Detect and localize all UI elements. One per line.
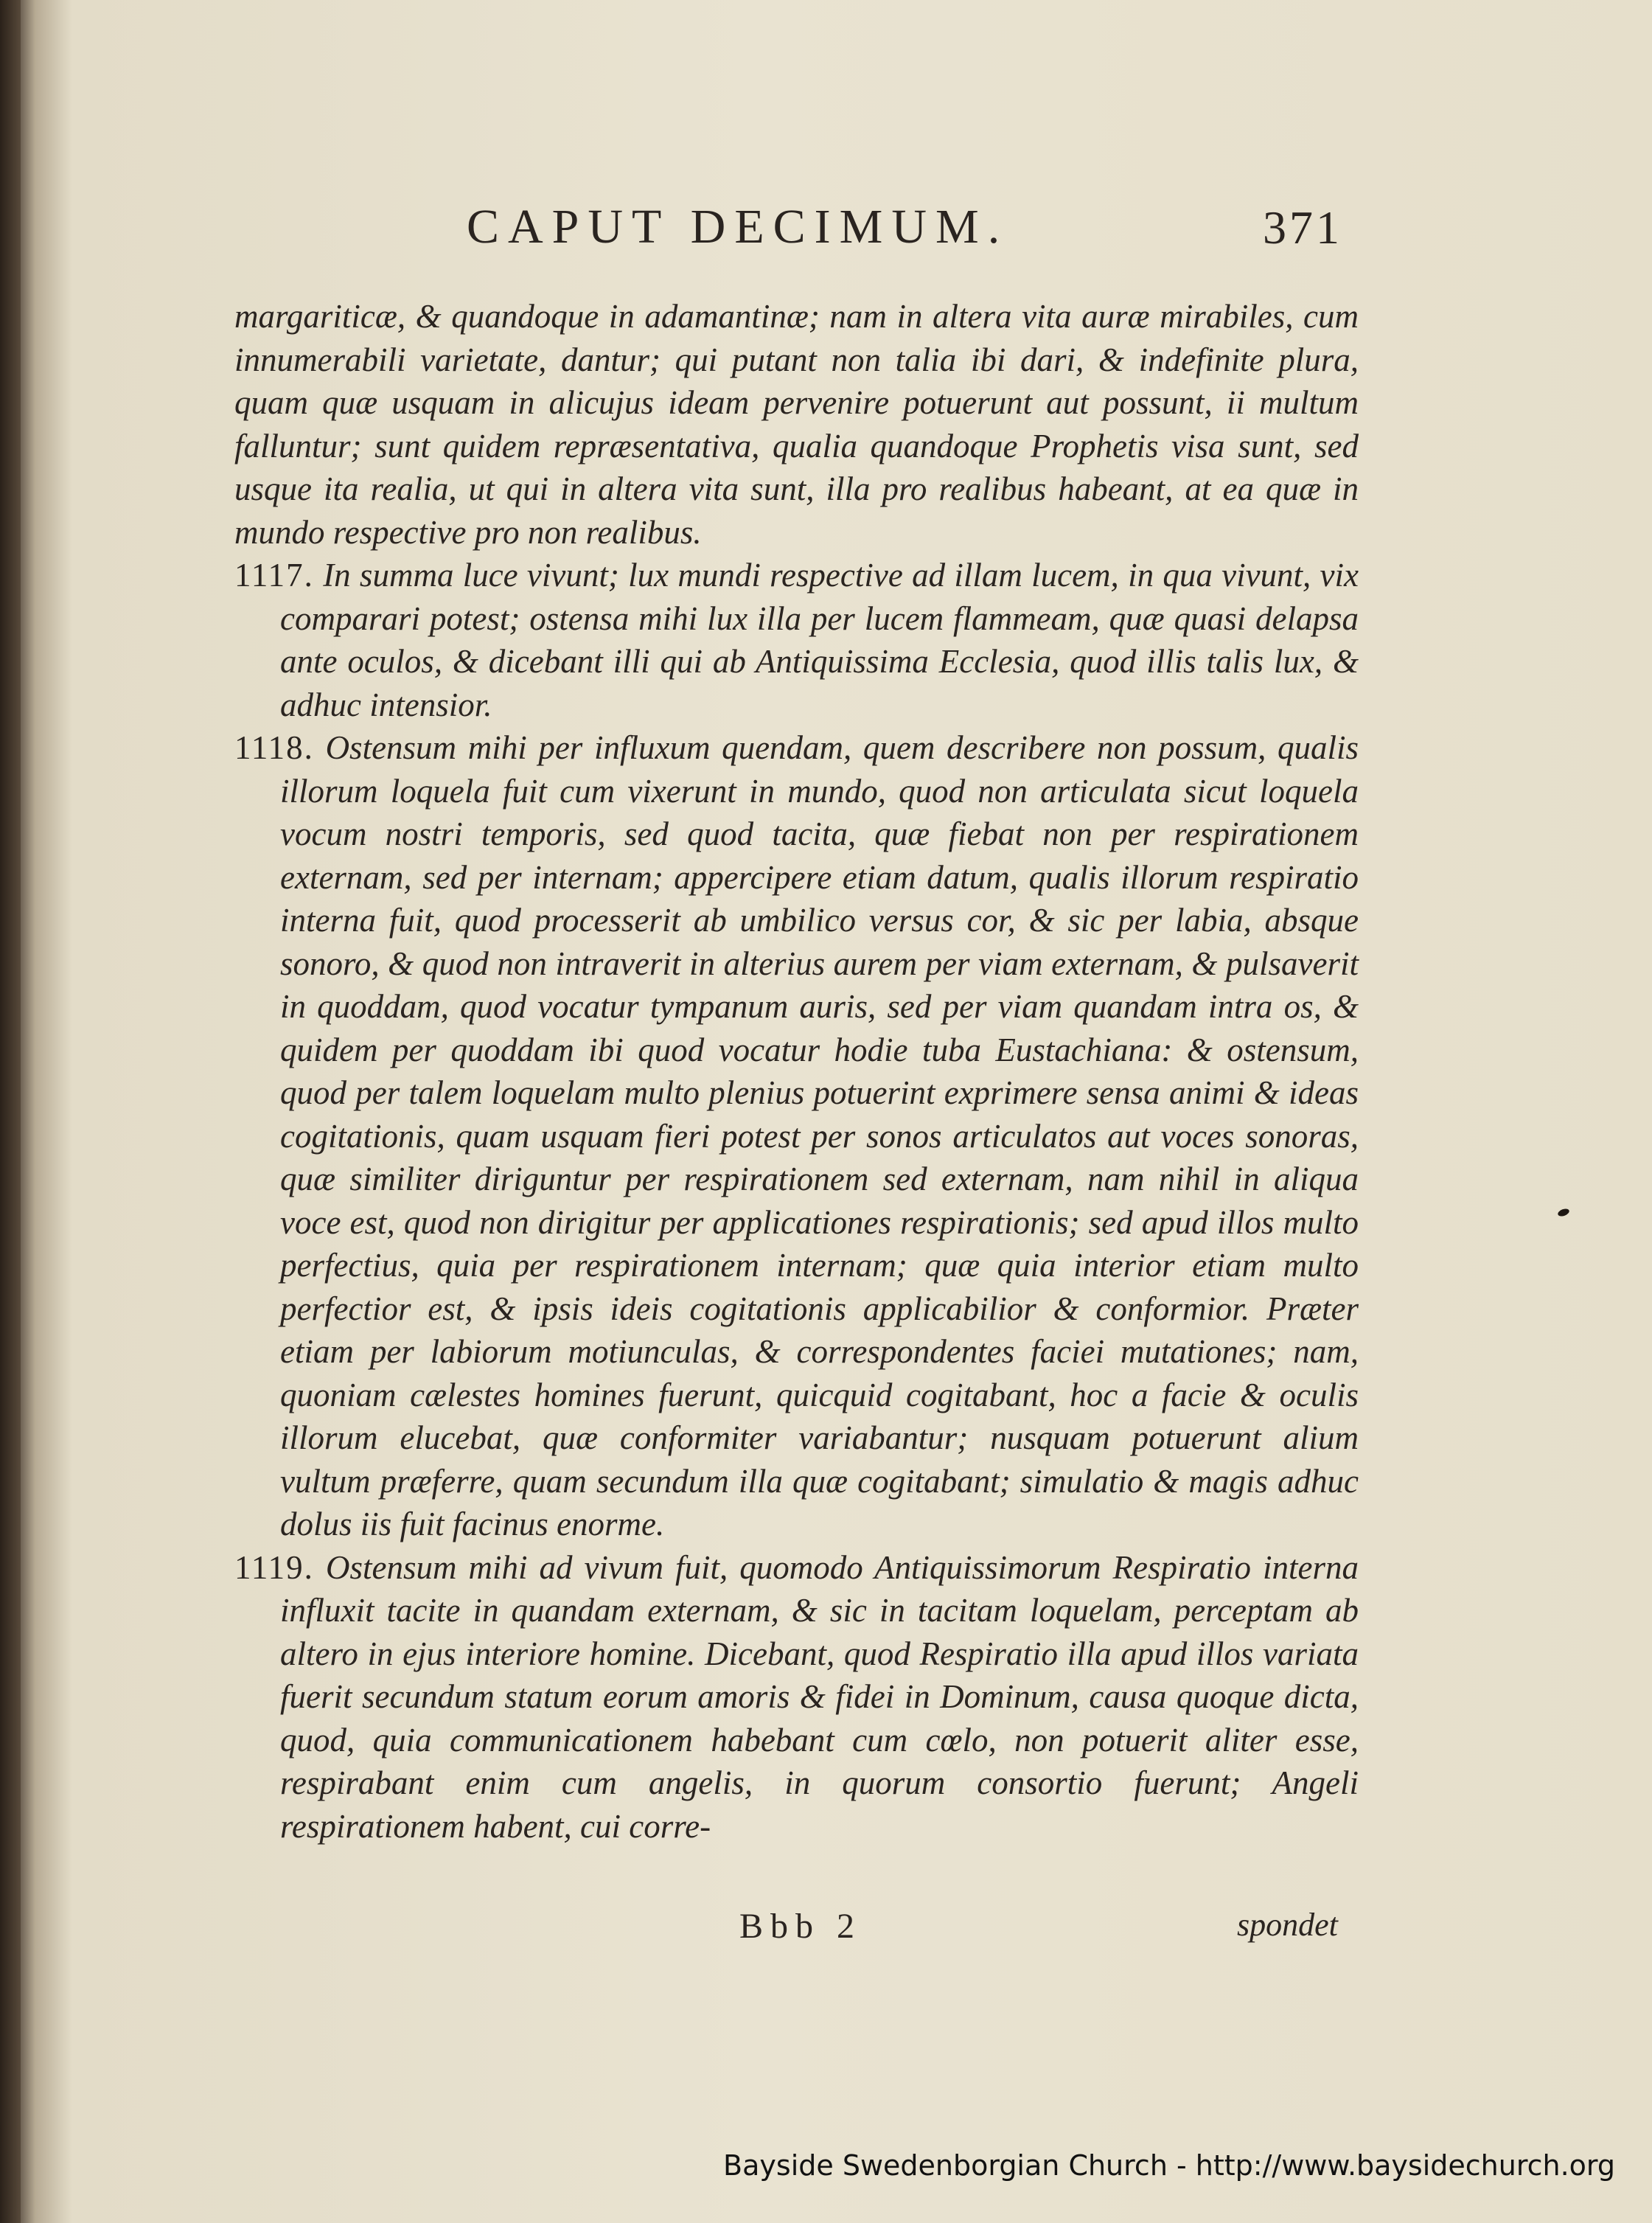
paragraph-text: margariticæ, & quandoque in adamantinæ; nam in altera vita auræ mirabiles, cum innumerabili varietate, dantur; qui putant non talia ibi dari, & indefinite plura, quam quæ usquam in alicujus ideam pervenire potuerunt aut possunt, ii multum falluntur; sunt quidem repræsentativa, qualia quandoque Prophetis visa sunt, sed usque ita realia, ut qui in altera vita sunt, illa pro realibus habeant, at ea quæ in mundo respective pro non realibus. <box>234 298 1359 551</box>
paragraph-continuation <box>234 295 1359 554</box>
paragraph-text: Ostensum mihi per influxum quendam, quem describere non possum, qualis illorum loquela fuit cum vixerunt in mundo, quod non articulata sicut loquela vocum nostri temporis, sed quod tacita, quæ fiebat non per respirationem externam, sed per internam; appercipere etiam datum, qualis illorum respiratio interna fuit, quod processerit ab umbilico versus cor, & sic per labia, absque sonoro, & quod non intraverit in alterius aurem per viam externam, & pulsaverit in quoddam, quod vocatur tympanum auris, sed per viam quandam intra os, & quidem per quoddam ibi quod vocatur hodie tuba Eustachiana: & ostensum, quod per talem loquelam multo plenius potuerint exprimere sensa animi & ideas cogitationis, quam usquam fieri potest per sonos articulatos aut voces sonoras, quæ similiter diriguntur per respirationem sed externam, nam nihil in aliqua voce est, quod non dirigitur per applicationes respirationis; sed apud illos multo perfectius, quia per respirationem internam; quæ quia interior etiam multo perfectior est, & ipsis ideis cogitationis applicabilior & conformior. Præter etiam per labiorum motiunculas, & correspondentes faciei mutationes; nam, quoniam cælestes homines fuerunt, quicquid cogitabant, hoc a facie & oculis illorum elucebat, quæ conformiter variabantur; nusquam potuerunt alium vultum præferre, quam secundum illa quæ cogitabant; simulatio & magis adhuc dolus iis fuit facinus enorme. <box>280 729 1359 1542</box>
paragraph-1119 <box>234 1546 1359 1848</box>
paragraph-number: 1117. <box>234 557 314 594</box>
book-page <box>21 0 1652 2223</box>
paragraph-1118 <box>234 726 1359 1546</box>
running-head: CAPUT DECIMUM. <box>467 200 1009 254</box>
page-number: 371 <box>1263 201 1342 254</box>
signature-mark: Bbb 2 <box>739 1907 862 1946</box>
paragraph-text: In summa luce vivunt; lux mundi respective ad illam lucem, in qua vivunt, vix comparari potest; ostensa mihi lux illa per lucem flammeam, quæ quasi delapsa ante oculos, & dicebant illi qui ab Antiquissima Ecclesia, quod illis talis lux, & adhuc intensior. <box>280 557 1359 723</box>
watermark-credit: Bayside Swedenborgian Church - http://www.baysidechurch.org <box>723 2149 1615 2182</box>
ink-speck <box>1557 1208 1570 1218</box>
paragraph-number: 1118. <box>234 729 314 766</box>
book-gutter <box>0 0 21 2223</box>
catchword: spondet <box>1237 1907 1338 1943</box>
page-header <box>264 199 1652 265</box>
paragraph-text: Ostensum mihi ad vivum fuit, quomodo Antiquissimorum Respiratio interna influxit tacite in quandam externam, & sic in tacitam loquelam, perceptam ab altero in ejus interiore homine. Dicebant, quod Respiratio illa apud illos variata fuerit secundum statum eorum amoris & fidei in Dominum, causa quoque dicta, quod, quia communicationem habebant cum cœlo, non potuerit aliter esse, respirabant enim cum angelis, in quorum consortio fuerunt; Angeli respirationem habent, cui corre- <box>280 1548 1359 1845</box>
paragraph-1117 <box>234 554 1359 726</box>
body-text <box>234 295 1359 1848</box>
paragraph-number: 1119. <box>234 1548 314 1586</box>
